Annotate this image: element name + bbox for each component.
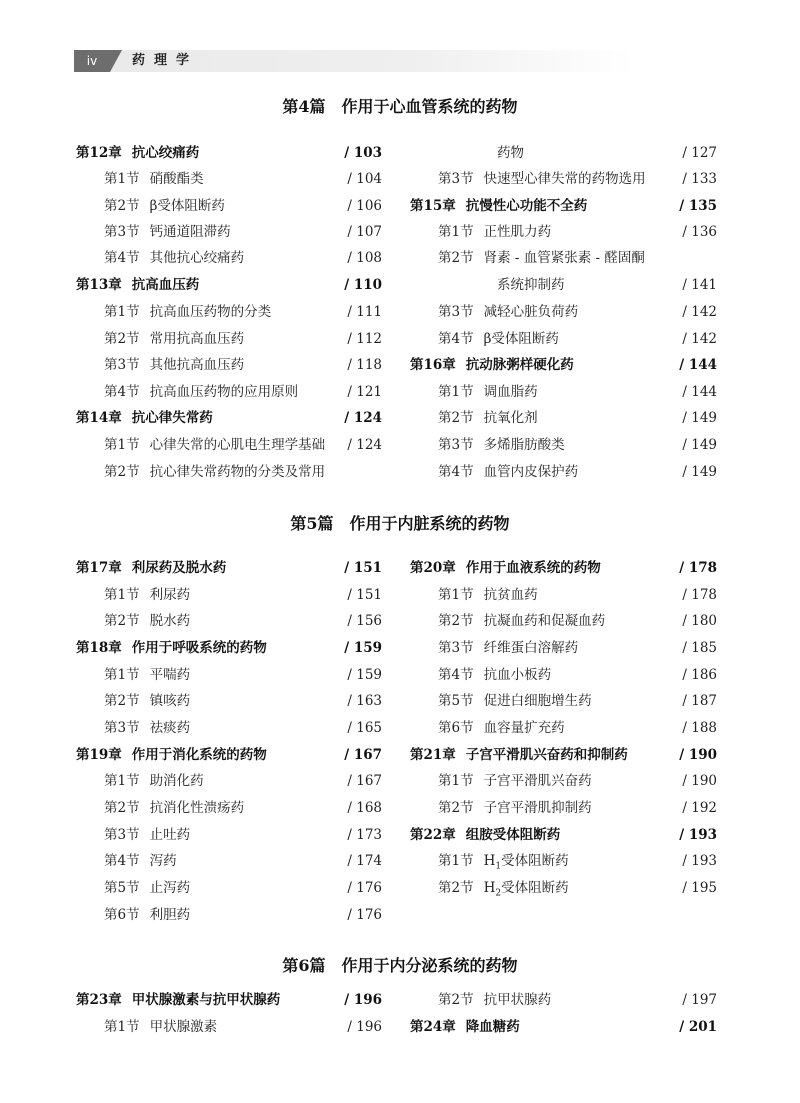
toc-chapter[interactable]: 第12章 抗心绞痛药 / 103 [76,145,382,161]
toc-section[interactable]: 第1节 助消化药 / 167 [104,773,382,789]
toc-section[interactable]: 第4节 β受体阻断药 / 142 [438,331,717,347]
part-title: 第6篇 作用于内分泌系统的药物 [282,956,518,975]
toc-section[interactable]: 第4节 其他抗心绞痛药 / 108 [104,250,382,266]
toc-section[interactable]: 第1节 调血脂药 / 144 [438,384,717,400]
toc-section[interactable]: 第1节 利尿药 / 151 [104,587,382,603]
toc-section[interactable]: 第5节 止泻药 / 176 [104,880,382,896]
toc-section[interactable]: 第4节 血管内皮保护药 / 149 [438,464,717,480]
toc-section[interactable]: 第3节 祛痰药 / 165 [104,720,382,736]
part-title: 第4篇 作用于心血管系统的药物 [282,97,518,116]
toc-section[interactable]: 第2节 子宫平滑肌抑制药 / 192 [438,800,717,816]
toc-section[interactable]: 第1节 正性肌力药 / 136 [438,224,717,240]
toc-chapter[interactable]: 第15章 抗慢性心功能不全药 / 135 [410,198,717,214]
toc-chapter[interactable]: 第22章 组胺受体阻断药 / 193 [410,827,717,843]
toc-section[interactable]: 第1节 硝酸酯类 / 104 [104,171,382,187]
toc-section[interactable]: 第1节 心律失常的心肌电生理学基础 / 124 [104,437,382,453]
toc-section[interactable]: 第2节 $H_2$受体阻断药 / 195 [438,880,717,899]
running-header [74,50,634,72]
toc-section[interactable]: 第1节 抗贫血药 / 178 [438,587,717,603]
toc-section[interactable]: 第1节 子宫平滑肌兴奋药 / 190 [438,773,717,789]
toc-section[interactable]: 第2节 抗心律失常药物的分类及常用 [104,464,326,480]
toc-section[interactable]: 第4节 泻药 / 174 [104,853,382,869]
book-title: 药理学 [132,53,199,68]
toc-section[interactable]: 第2节 肾素 - 血管紧张素 - 醛固酮 [438,250,645,266]
toc-section[interactable]: 第2节 抗凝血药和促凝血药 / 180 [438,613,717,629]
part-title: 第5篇 作用于内脏系统的药物 [290,514,510,533]
toc-section[interactable]: 第1节 平喘药 / 159 [104,667,382,683]
toc-section[interactable]: 第1节 $H_1$受体阻断药 / 193 [438,853,717,872]
toc-section[interactable]: 第2节 镇咳药 / 163 [104,693,382,709]
header-decoration [110,50,122,72]
toc-section[interactable]: 第4节 抗血小板药 / 186 [438,667,717,683]
toc-chapter[interactable]: 第24章 降血糖药 / 201 [410,1019,717,1035]
toc-chapter[interactable]: 第23章 甲状腺激素与抗甲状腺药 / 196 [76,992,382,1008]
toc-chapter[interactable]: 第18章 作用于呼吸系统的药物 / 159 [76,640,382,656]
toc-chapter[interactable]: 第21章 子宫平滑肌兴奋药和抑制药 / 190 [410,747,717,763]
toc-section[interactable]: 第5节 促进白细胞增生药 / 187 [438,693,717,709]
toc-section[interactable]: 第2节 β受体阻断药 / 106 [104,198,382,214]
toc-chapter[interactable]: 第14章 抗心律失常药 / 124 [76,410,382,426]
toc-section[interactable]: 第1节 甲状腺激素 / 196 [104,1019,382,1035]
toc-section[interactable]: 第3节 快速型心律失常的药物选用 / 133 [438,171,717,187]
toc-chapter[interactable]: 第17章 利尿药及脱水药 / 151 [76,560,382,576]
toc-section[interactable]: 第6节 血容量扩充药 / 188 [438,720,717,736]
toc-chapter[interactable]: 第20章 作用于血液系统的药物 / 178 [410,560,717,576]
toc-section[interactable]: 第3节 其他抗高血压药 / 118 [104,357,382,373]
page-number: iv [74,50,110,72]
toc-section[interactable]: 第1节 抗高血压药物的分类 / 111 [104,304,382,320]
toc-chapter[interactable]: 第16章 抗动脉粥样硬化药 / 144 [410,357,717,373]
toc-continuation[interactable]: 系统抑制药 / 141 [497,277,717,293]
toc-section[interactable]: 第3节 钙通道阻滞药 / 107 [104,224,382,240]
toc-section[interactable]: 第3节 纤维蛋白溶解药 / 185 [438,640,717,656]
toc-section[interactable]: 第2节 抗消化性溃疡药 / 168 [104,800,382,816]
toc-section[interactable]: 第2节 常用抗高血压药 / 112 [104,331,382,347]
toc-section[interactable]: 第2节 脱水药 / 156 [104,613,382,629]
toc-chapter[interactable]: 第13章 抗高血压药 / 110 [76,277,382,293]
toc-section[interactable]: 第3节 多烯脂肪酸类 / 149 [438,437,717,453]
toc-section[interactable]: 第3节 止吐药 / 173 [104,827,382,843]
toc-section[interactable]: 第2节 抗氧化剂 / 149 [438,410,717,426]
toc-section[interactable]: 第6节 利胆药 / 176 [104,907,382,923]
toc-section[interactable]: 第4节 抗高血压药物的应用原则 / 121 [104,384,382,400]
toc-continuation[interactable]: 药物 / 127 [497,145,717,161]
toc-section[interactable]: 第3节 减轻心脏负荷药 / 142 [438,304,717,320]
toc-section[interactable]: 第2节 抗甲状腺药 / 197 [438,992,717,1008]
toc-chapter[interactable]: 第19章 作用于消化系统的药物 / 167 [76,747,382,763]
